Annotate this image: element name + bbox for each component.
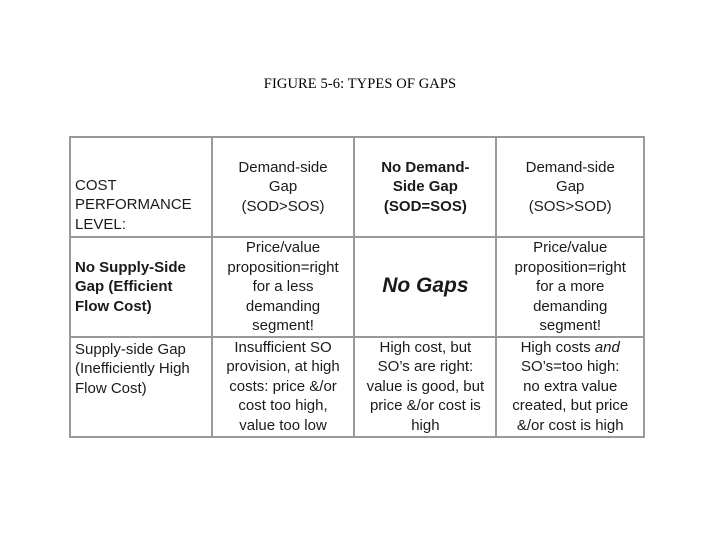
- cell-line: Price/value: [533, 239, 608, 256]
- cell-line: Gap (Efficient: [75, 278, 173, 295]
- cell-line: Gap: [556, 178, 585, 196]
- table-header-row: [70, 137, 644, 237]
- cell-line: for a more: [536, 278, 605, 295]
- cell-line: high: [411, 416, 440, 434]
- cell-line: demanding: [533, 297, 608, 315]
- cell-line: No Demand-: [381, 158, 470, 176]
- no-supply-side-gap-label: [70, 237, 212, 337]
- gap-types-table: [69, 136, 645, 438]
- cell-line: High cost, but: [379, 338, 472, 356]
- cell-line: Side Gap: [392, 178, 458, 196]
- demand-side-gap-sos-header: [496, 137, 644, 237]
- high-cost-right-so-cell: [354, 337, 496, 437]
- cost-performance-level-cell: [70, 137, 212, 237]
- cell-line: (SOD=SOS): [383, 197, 467, 215]
- high-costs-and-so-cell: [496, 337, 644, 437]
- cell-line: demanding: [245, 297, 321, 315]
- cell-line: proposition=right: [227, 258, 339, 276]
- cell-line: cost too high,: [238, 397, 328, 415]
- cell-line: (Inefficiently High: [75, 360, 190, 377]
- cell-line: proposition=right: [514, 258, 626, 276]
- cell-line: price &/or cost is: [369, 397, 481, 415]
- cell-line: no extra value: [523, 377, 618, 395]
- cell-line: Demand-side: [238, 158, 328, 176]
- cell-line: Demand-side: [525, 158, 615, 176]
- cell-line: [501, 338, 639, 358]
- no-gaps-text: No Gaps: [382, 274, 469, 297]
- table-row-no-supply-gap: [70, 237, 644, 337]
- cell-line: SO’s=too high:: [520, 358, 620, 376]
- cell-line: No Supply-Side: [75, 258, 186, 276]
- cell-line: provision, at high: [226, 358, 340, 376]
- cell-line: value is good, but: [366, 377, 485, 395]
- cell-line: &/or cost is high: [516, 416, 624, 434]
- cell-line: segment!: [539, 317, 602, 334]
- cell-line: (SOS>SOD): [528, 197, 612, 215]
- demand-side-gap-sod-header: [212, 137, 355, 237]
- figure-title: FIGURE 5-6: TYPES OF GAPS: [263, 76, 457, 92]
- cell-line: segment!: [252, 317, 314, 334]
- cell-line: LEVEL:: [75, 215, 126, 233]
- cell-line: created, but price: [512, 397, 629, 415]
- cell-line: Gap: [268, 178, 298, 196]
- more-demanding-segment-cell: [496, 237, 644, 337]
- cell-line: Price/value: [245, 239, 321, 256]
- cell-line: Flow Cost): [75, 297, 152, 315]
- no-gaps-cell: [354, 237, 496, 337]
- cell-line: costs: price &/or: [229, 377, 337, 395]
- table-row-supply-gap: [70, 337, 644, 437]
- less-demanding-segment-cell: [212, 237, 355, 337]
- cell-text: High costs: [520, 338, 595, 356]
- cell-line: Insufficient SO: [234, 338, 332, 356]
- italic-and-text: and: [594, 338, 620, 356]
- cell-line: COST: [75, 176, 117, 194]
- cell-line: Supply-side Gap: [75, 340, 186, 358]
- cell-line: PERFORMANCE: [75, 196, 192, 213]
- cell-line: for a less: [252, 278, 314, 295]
- no-demand-side-gap-header: [354, 137, 496, 237]
- cell-line: SO’s are right:: [377, 358, 474, 376]
- insufficient-so-cell: [212, 337, 355, 437]
- cell-line: Flow Cost): [75, 379, 147, 397]
- cell-line: (SOD>SOS): [241, 197, 325, 215]
- cell-line: value too low: [239, 416, 327, 434]
- supply-side-gap-label: [70, 337, 212, 437]
